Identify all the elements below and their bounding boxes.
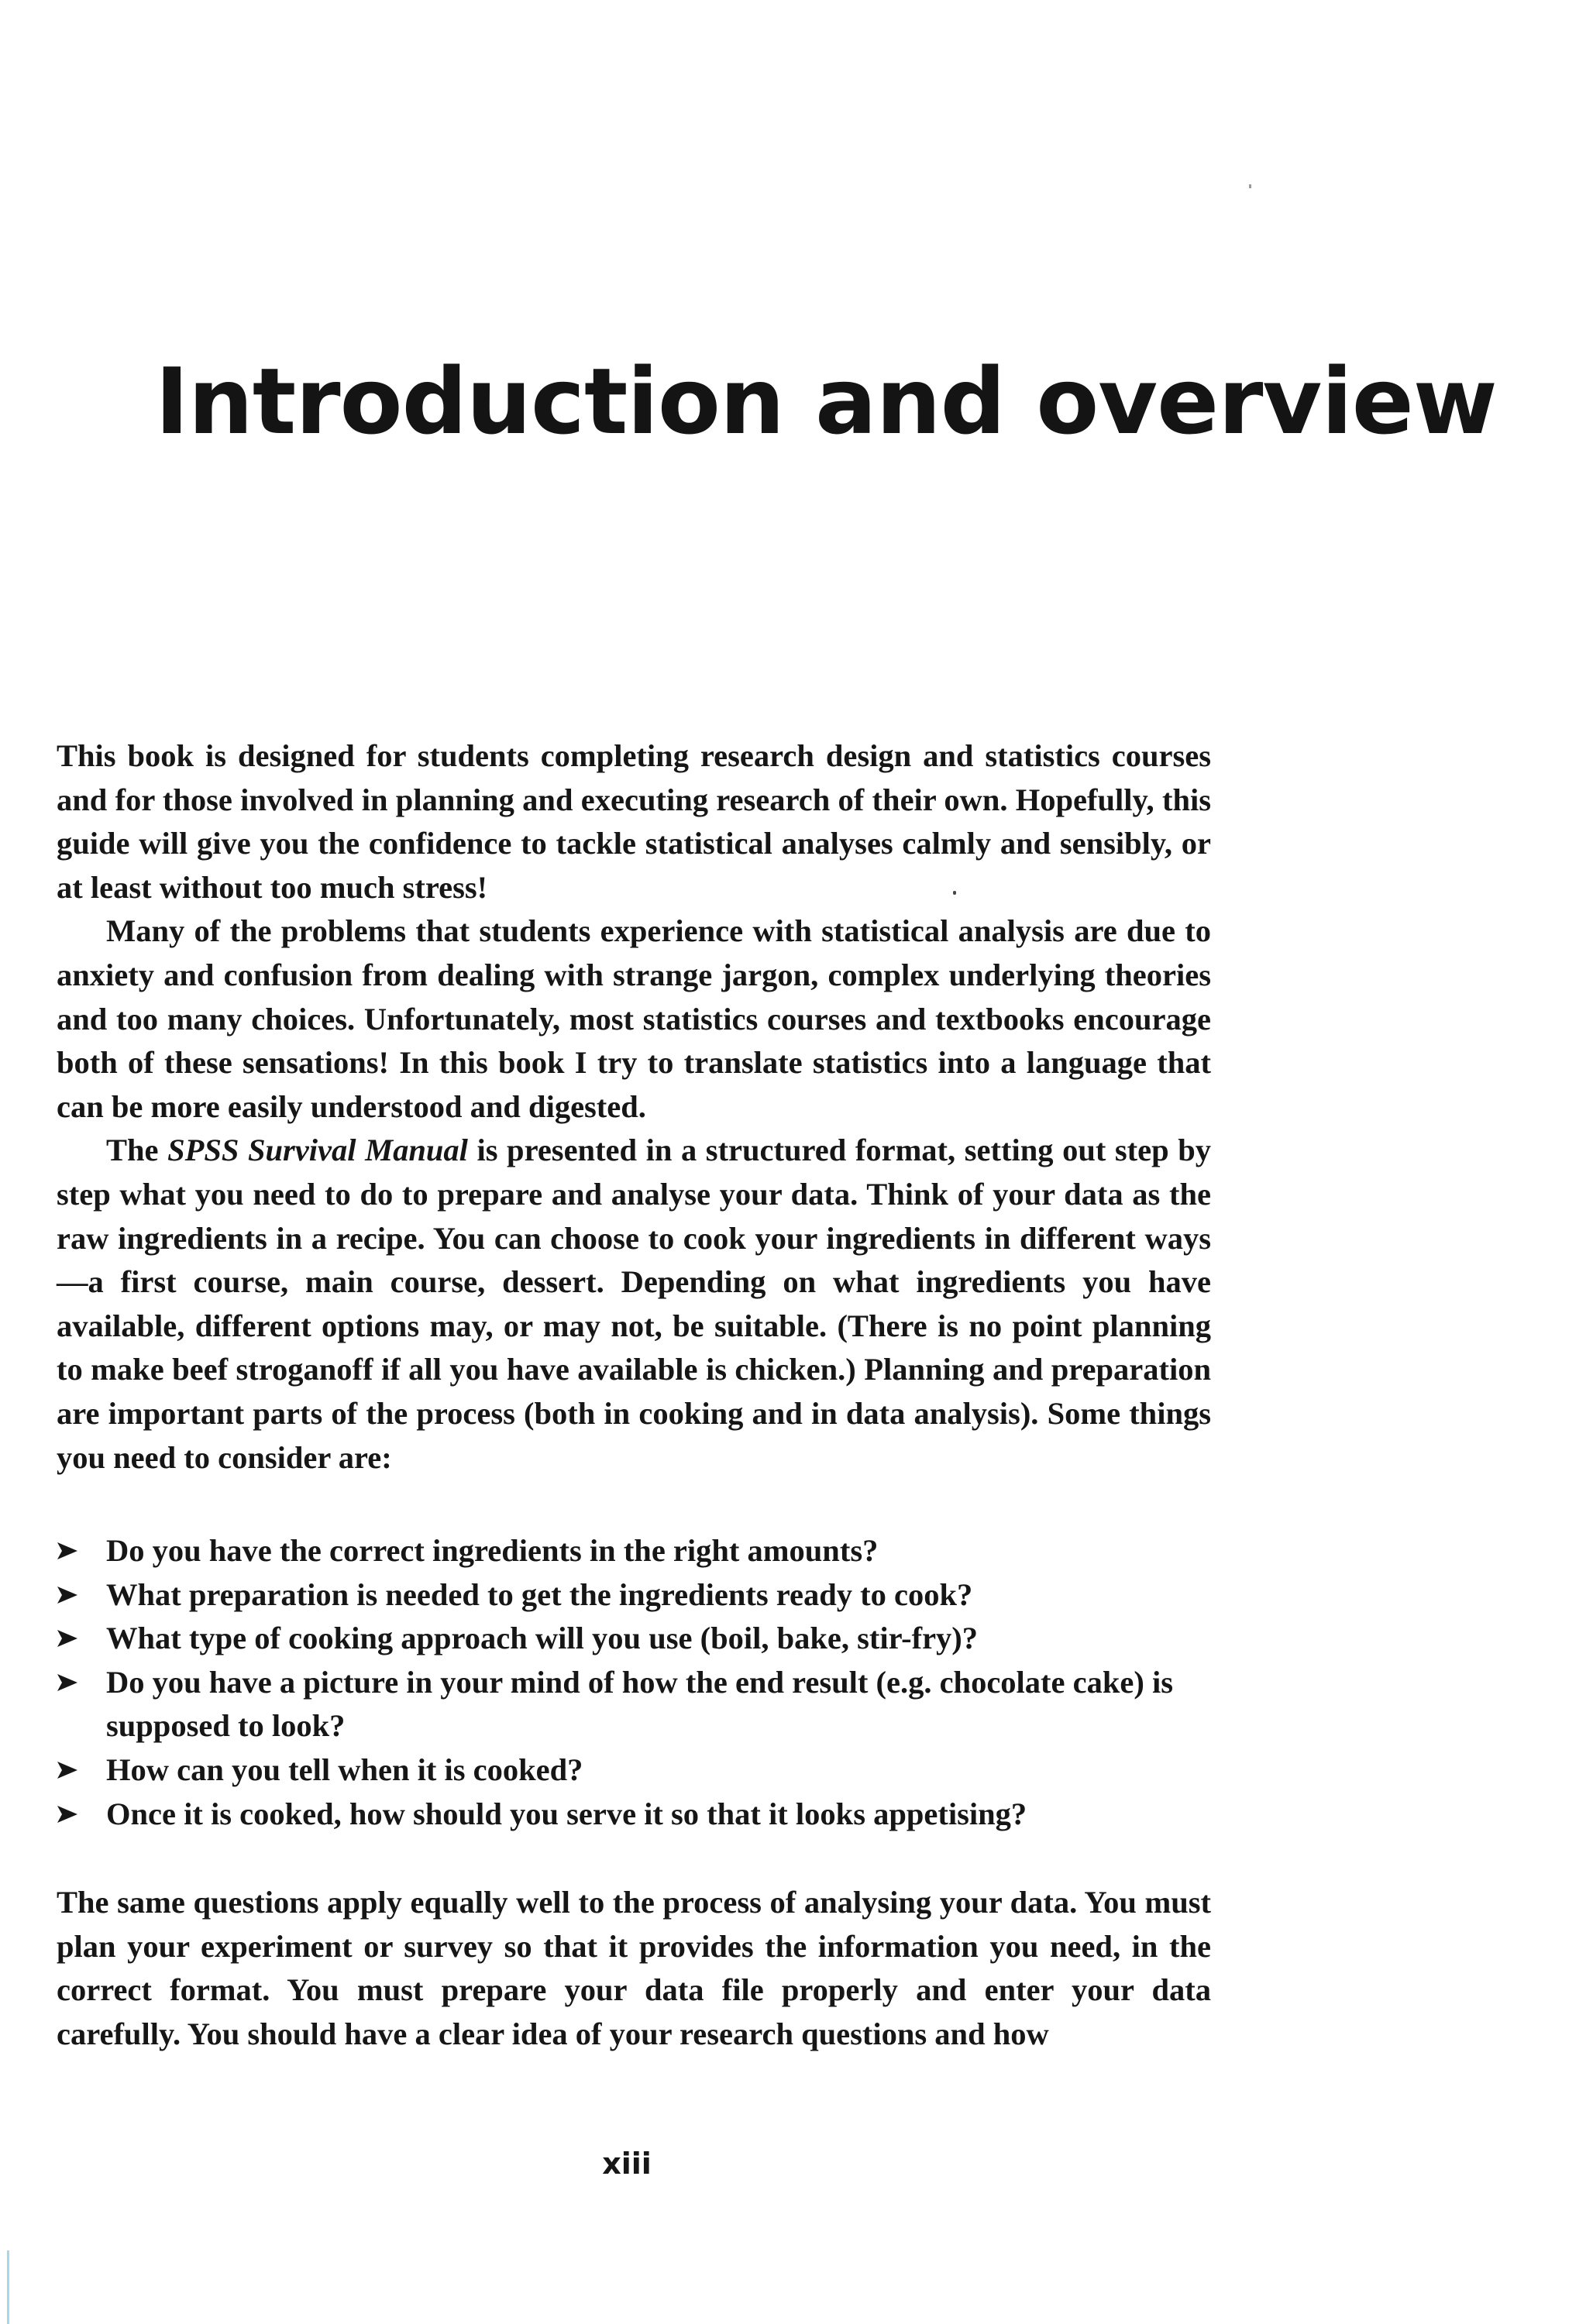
book-title-italic: SPSS Survival Manual <box>167 1133 468 1168</box>
arrowhead-bullet-icon <box>57 1673 78 1693</box>
list-item-text: What type of cooking approach will you use (boil, bake, stir-fry)? <box>106 1621 979 1656</box>
paragraph-structure-lead: The <box>106 1133 168 1168</box>
arrowhead-bullet-icon <box>57 1585 78 1605</box>
list-item <box>57 1748 1211 1793</box>
list-item-text: Once it is cooked, how should you serve it so that it looks appetising? <box>106 1796 1027 1831</box>
page-number: xiii <box>602 2147 652 2181</box>
paragraph-same-questions: The same questions apply equally well to the process of analysing your data. You must plan your experiment or survey so that it provides the information you need, in the correct format. You must prepare your data file properly and enter your data carefully. You should have a clear idea of your research questions and how <box>57 1885 1211 2052</box>
list-item <box>57 1529 1211 1573</box>
arrowhead-bullet-icon <box>57 1804 78 1824</box>
arrowhead-bullet-icon <box>57 1628 78 1648</box>
paragraph-structure <box>57 1129 1211 1480</box>
list-item <box>57 1793 1211 1837</box>
list-item-text: How can you tell when it is cooked? <box>106 1752 583 1788</box>
list-item <box>57 1573 1211 1618</box>
list-item <box>57 1617 1211 1661</box>
list-item-text: Do you have the correct ingredients in the right amounts? <box>106 1533 879 1569</box>
list-item-text: What preparation is needed to get the ingredients ready to cook? <box>106 1576 973 1612</box>
body-text <box>57 734 1211 2057</box>
considerations-list <box>57 1529 1211 1836</box>
paragraph-structure-body: is presented in a structured format, setting out step by step what you need to do to prepare and analyse your data. Think of your data as the raw ingredients in a recipe. You can choose to cook your ingredients in different ways—a first course, main course, dessert. Depending on what ingredients you have available, different options may, or may not, be suitable. (There is no point planning to make beef stroganoff if all you have available is chicken.) Planning and preparation are important parts of the process (both in cooking and in data analysis). Some things you need to consider are: <box>57 1133 1212 1475</box>
chapter-title: Introduction and overview <box>155 348 1497 455</box>
list-item-text: Do you have a picture in your mind of how the end result (e.g. chocolate cake) is supposed to look? <box>106 1664 1173 1744</box>
paragraph-intro: This book is designed for students completing research design and statistics courses and for those involved in planning and executing research of their own. Hopefully, this guide will give you the confidence to tackle statistical analyses calmly and sensibly, or at least without too much stress! <box>57 738 1211 905</box>
arrowhead-bullet-icon <box>57 1541 78 1561</box>
arrowhead-bullet-icon <box>57 1760 78 1780</box>
list-item <box>57 1661 1211 1748</box>
paragraph-problems: Many of the problems that students experience with statistical analysis are due to anxiety and confusion from dealing with strange jargon, complex underlying theories and too many choices. Unfortunately, most statistics courses and textbooks encourage both of these sensations! In this book I try to translate statistics into a language that can be more easily understood and digested. <box>57 913 1211 1124</box>
scan-artifact-speck <box>1249 184 1251 188</box>
scan-edge-line <box>7 2250 9 2324</box>
